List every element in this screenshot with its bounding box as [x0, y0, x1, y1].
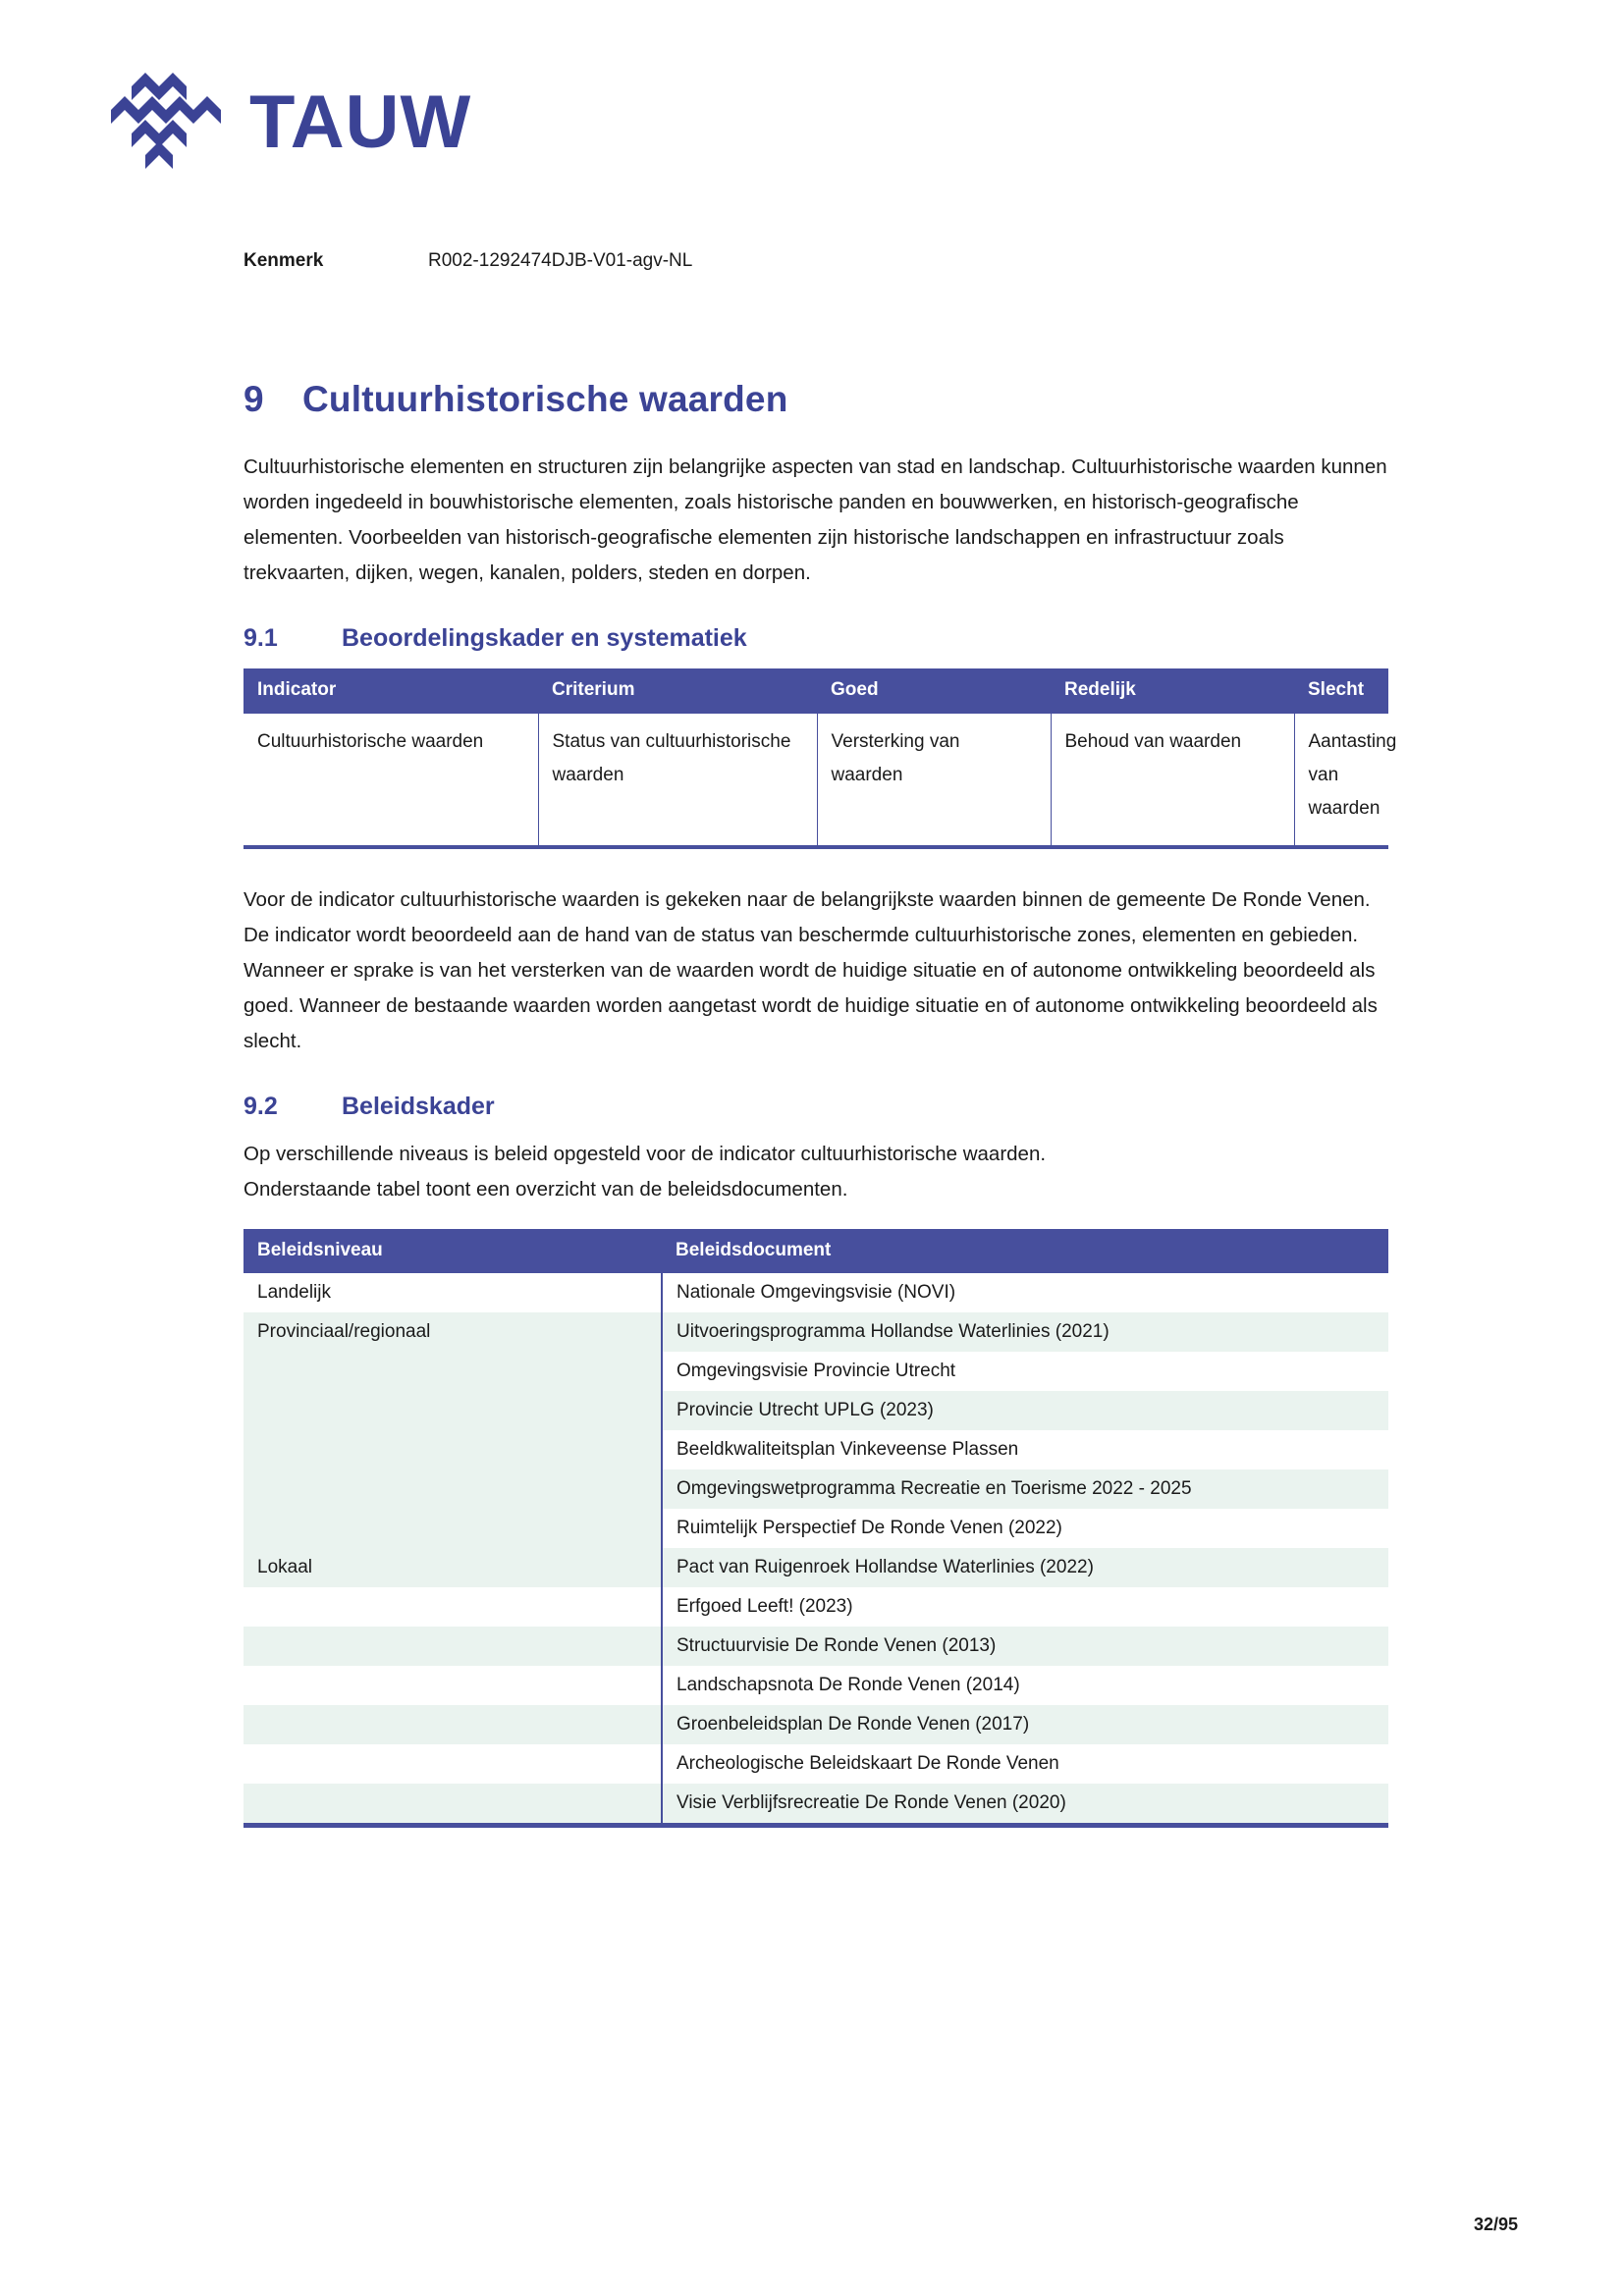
policy-cell-level [244, 1627, 662, 1666]
policy-table-header-row [244, 1229, 1388, 1273]
policy-cell-document: Landschapsnota De Ronde Venen (2014) [662, 1666, 1388, 1705]
policy-cell-document: Pact van Ruigenroek Hollandse Waterlinies (2022) [662, 1548, 1388, 1587]
table-row [244, 1548, 1388, 1587]
table-row [244, 1627, 1388, 1666]
chapter-heading [244, 379, 1388, 420]
policy-table-head [244, 1229, 1388, 1273]
table-row [244, 714, 1388, 848]
table-row [244, 1352, 1388, 1391]
policy-table [244, 1229, 1388, 1828]
table-row [244, 1587, 1388, 1627]
policy-cell-document: Omgevingsvisie Provincie Utrecht [662, 1352, 1388, 1391]
chapter-number: 9 [244, 379, 264, 419]
criteria-cell-goed: Versterking van waarden [817, 714, 1051, 848]
section-heading-92 [244, 1093, 1388, 1121]
kenmerk-value: R002-1292474DJB-V01-agv-NL [428, 250, 693, 271]
tauw-logo [106, 71, 471, 174]
policy-cell-document: Provincie Utrecht UPLG (2023) [662, 1391, 1388, 1430]
policy-table-bottom-rule-cell [244, 1823, 1388, 1828]
policy-cell-level [244, 1705, 662, 1744]
criteria-header-redelijk: Redelijk [1051, 668, 1294, 714]
table-row [244, 1509, 1388, 1548]
table-row [244, 1391, 1388, 1430]
policy-cell-document: Groenbeleidsplan De Ronde Venen (2017) [662, 1705, 1388, 1744]
criteria-header-criterium: Criterium [538, 668, 817, 714]
policy-cell-document: Ruimtelijk Perspectief De Ronde Venen (2022) [662, 1509, 1388, 1548]
tauw-logo-mark-icon [106, 71, 224, 174]
policy-cell-document: Structuurvisie De Ronde Venen (2013) [662, 1627, 1388, 1666]
criteria-table [244, 668, 1397, 849]
policy-cell-document: Nationale Omgevingsvisie (NOVI) [662, 1273, 1388, 1312]
section-heading-91 [244, 624, 1388, 653]
table-row [244, 1666, 1388, 1705]
policy-cell-document: Uitvoeringsprogramma Hollandse Waterlinies (2021) [662, 1312, 1388, 1352]
chapter-title: Cultuurhistorische waarden [302, 379, 788, 419]
policy-cell-level [244, 1469, 662, 1509]
policy-table-body [244, 1273, 1388, 1823]
criteria-table-head [244, 668, 1388, 714]
section-number-91: 9.1 [244, 624, 278, 652]
policy-cell-document: Beeldkwaliteitsplan Vinkeveense Plassen [662, 1430, 1388, 1469]
section-92-paragraph-line2: Onderstaande tabel toont een overzicht van de beleidsdocumenten. [244, 1178, 848, 1201]
policy-cell-document: Omgevingswetprogramma Recreatie en Toerisme 2022 - 2025 [662, 1469, 1388, 1509]
policy-cell-level [244, 1666, 662, 1705]
policy-cell-level: Lokaal [244, 1548, 662, 1587]
criteria-cell-slecht: Aantasting van waarden [1294, 714, 1388, 848]
table-row [244, 1744, 1388, 1784]
criteria-table-header-row [244, 668, 1388, 714]
policy-cell-document: Erfgoed Leeft! (2023) [662, 1587, 1388, 1627]
content-column [244, 379, 1397, 1828]
policy-cell-level [244, 1587, 662, 1627]
section-91-paragraph: Voor de indicator cultuurhistorische waarden is gekeken naar de belangrijkste waarden binnen de gemeente De Ronde Venen. De indicator wordt beoordeeld aan de hand van de status van beschermde cultuurhistorische zones, elementen en gebieden. Wanneer er sprake is van het versterken van de waarden wordt de huidige situatie en of autonome ontwikkeling beoordeeld als goed. Wanneer de bestaande waarden worden aangetast wordt de huidige situatie en of autonome ontwikkeling beoordeeld als slecht. [244, 888, 1378, 1052]
policy-cell-level: Provinciaal/regionaal [244, 1312, 662, 1352]
policy-cell-level [244, 1784, 662, 1823]
policy-cell-level [244, 1352, 662, 1391]
table-row [244, 1312, 1388, 1352]
policy-table-bottom-rule [244, 1823, 1388, 1828]
table-row [244, 1469, 1388, 1509]
criteria-table-body [244, 714, 1397, 848]
policy-cell-level [244, 1391, 662, 1430]
page-number: 32/95 [1473, 2215, 1518, 2234]
policy-header-beleidsniveau: Beleidsniveau [244, 1229, 662, 1273]
criteria-cell-indicator: Cultuurhistorische waarden [244, 714, 538, 848]
policy-cell-level [244, 1744, 662, 1784]
section-title-92: Beleidskader [342, 1093, 495, 1120]
table-row [244, 1273, 1388, 1312]
criteria-cell-criterium: Status van cultuurhistorische waarden [538, 714, 817, 848]
policy-cell-level [244, 1509, 662, 1548]
kenmerk-row [244, 250, 692, 272]
policy-cell-document: Archeologische Beleidskaart De Ronde Venen [662, 1744, 1388, 1784]
criteria-header-indicator: Indicator [244, 668, 538, 714]
criteria-header-goed: Goed [817, 668, 1051, 714]
policy-header-beleidsdocument: Beleidsdocument [662, 1229, 1388, 1273]
policy-cell-level: Landelijk [244, 1273, 662, 1312]
kenmerk-label: Kenmerk [244, 250, 324, 271]
chapter-intro-paragraph: Cultuurhistorische elementen en structuren zijn belangrijke aspecten van stad en landschap. Cultuurhistorische waarden kunnen worden ingedeeld in bouwhistorische elementen, zoals historische panden en bouwwerken, en historisch-geografische elementen. Voorbeelden van historisch-geografische elementen zijn historische landschappen en infrastructuur zoals trekvaarten, dijken, wegen, kanalen, polders, steden en dorpen. [244, 455, 1387, 584]
policy-cell-document: Visie Verblijfsrecreatie De Ronde Venen (2020) [662, 1784, 1388, 1823]
table-row [244, 1784, 1388, 1823]
section-title-91: Beoordelingskader en systematiek [342, 624, 747, 652]
table-row [244, 1430, 1388, 1469]
policy-cell-level [244, 1430, 662, 1469]
policy-table-foot [244, 1823, 1388, 1828]
tauw-wordmark: TAUW [249, 80, 472, 164]
table-row [244, 1705, 1388, 1744]
criteria-cell-redelijk: Behoud van waarden [1051, 714, 1294, 848]
section-number-92: 9.2 [244, 1093, 278, 1120]
section-92-paragraph-line1: Op verschillende niveaus is beleid opgesteld voor de indicator cultuurhistorische waarden. [244, 1143, 1047, 1165]
criteria-header-slecht: Slecht [1294, 668, 1388, 714]
